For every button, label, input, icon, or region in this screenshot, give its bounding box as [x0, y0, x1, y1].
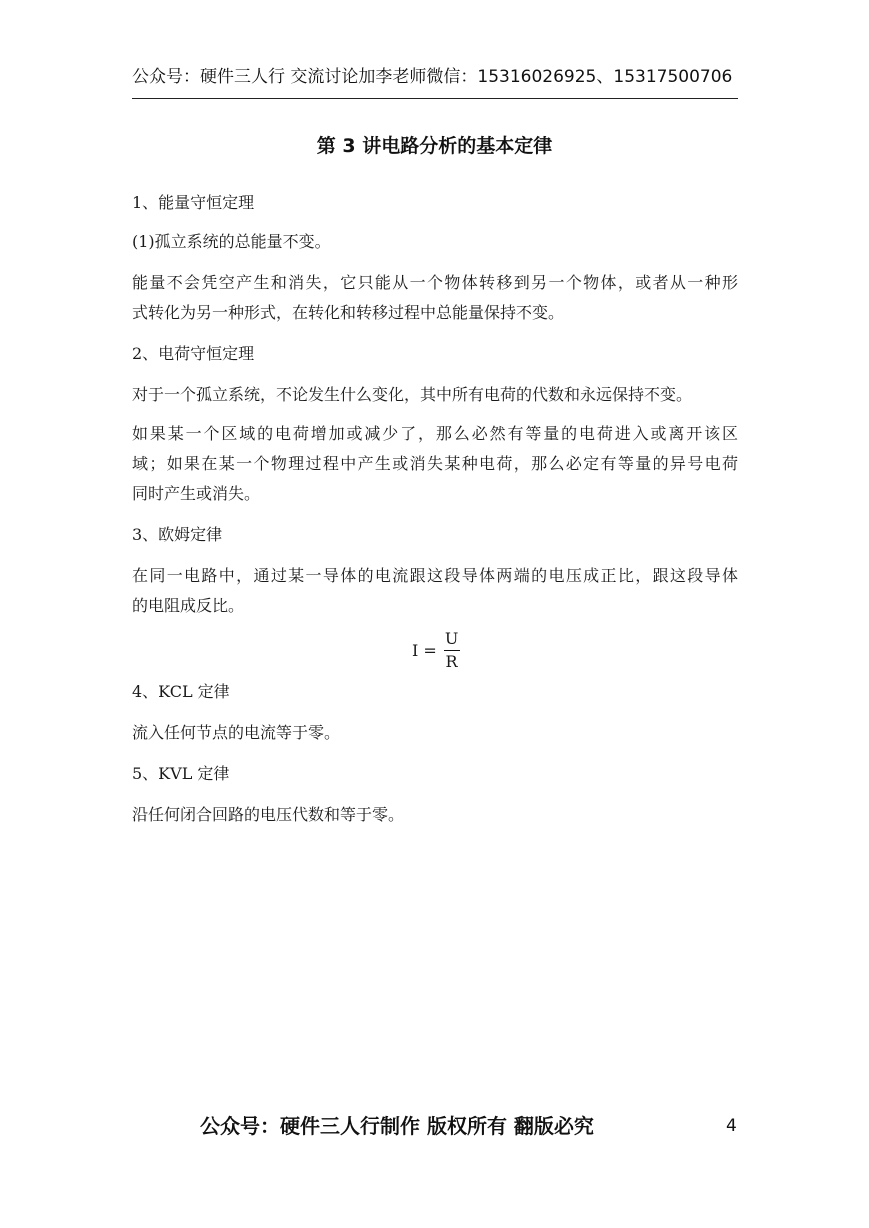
fraction-bar	[444, 650, 460, 651]
footer-copyright: 公众号：硬件三人行制作 版权所有 翻版必究	[200, 1114, 594, 1138]
kcl-paragraph: 流入任何节点的电流等于零。	[132, 723, 341, 742]
section-heading-kvl: 5、KVL 定律	[132, 764, 230, 783]
paragraph-line: 同时产生或消失。	[132, 484, 261, 503]
section-heading-energy-conservation: 1、能量守恒定理	[132, 193, 255, 212]
ohms-law-paragraph	[132, 561, 738, 621]
ohms-law-formula	[132, 627, 738, 673]
paragraph-line: 在同一电路中，通过某一导体的电流跟这段导体两端的电压成正比，跟这段导体	[132, 566, 738, 585]
page-title: 第 3 讲电路分析的基本定律	[316, 135, 553, 157]
energy-paragraph	[132, 268, 738, 328]
formula-numerator: U	[444, 628, 459, 648]
section-heading-ohms-law: 3、欧姆定律	[132, 525, 223, 544]
paragraph-line: 式转化为另一种形式，在转化和转移过程中总能量保持不变。	[132, 303, 565, 322]
charge-paragraph-2	[132, 419, 738, 509]
page-number: 4	[726, 1116, 737, 1136]
paragraph-line: 如果某一个区域的电荷增加或减少了，那么必然有等量的电荷进入或离开该区	[132, 424, 738, 443]
section-heading-kcl: 4、KCL 定律	[132, 682, 230, 701]
charge-paragraph-1: 对于一个孤立系统，不论发生什么变化，其中所有电荷的代数和永远保持不变。	[132, 385, 693, 404]
paragraph-line: 域；如果在某一个物理过程中产生或消失某种电荷，那么必定有等量的异号电荷	[132, 454, 738, 473]
energy-subpoint: (1)孤立系统的总能量不变。	[132, 232, 331, 251]
page-footer	[0, 1110, 869, 1142]
formula-denominator: R	[445, 651, 458, 671]
page-header: 公众号：硬件三人行 交流讨论加李老师微信：15316026925、15317500706	[132, 67, 733, 87]
formula-fraction	[443, 630, 460, 671]
document-body	[132, 188, 738, 830]
paragraph-line: 的电阻成反比。	[132, 596, 245, 615]
kvl-paragraph: 沿任何闭合回路的电压代数和等于零。	[132, 805, 405, 824]
paragraph-line: 能量不会凭空产生和消失，它只能从一个物体转移到另一个物体，或者从一种形	[132, 273, 738, 292]
section-heading-charge-conservation: 2、电荷守恒定理	[132, 344, 255, 363]
formula-lhs: I =	[412, 640, 437, 660]
header-divider	[132, 98, 738, 99]
